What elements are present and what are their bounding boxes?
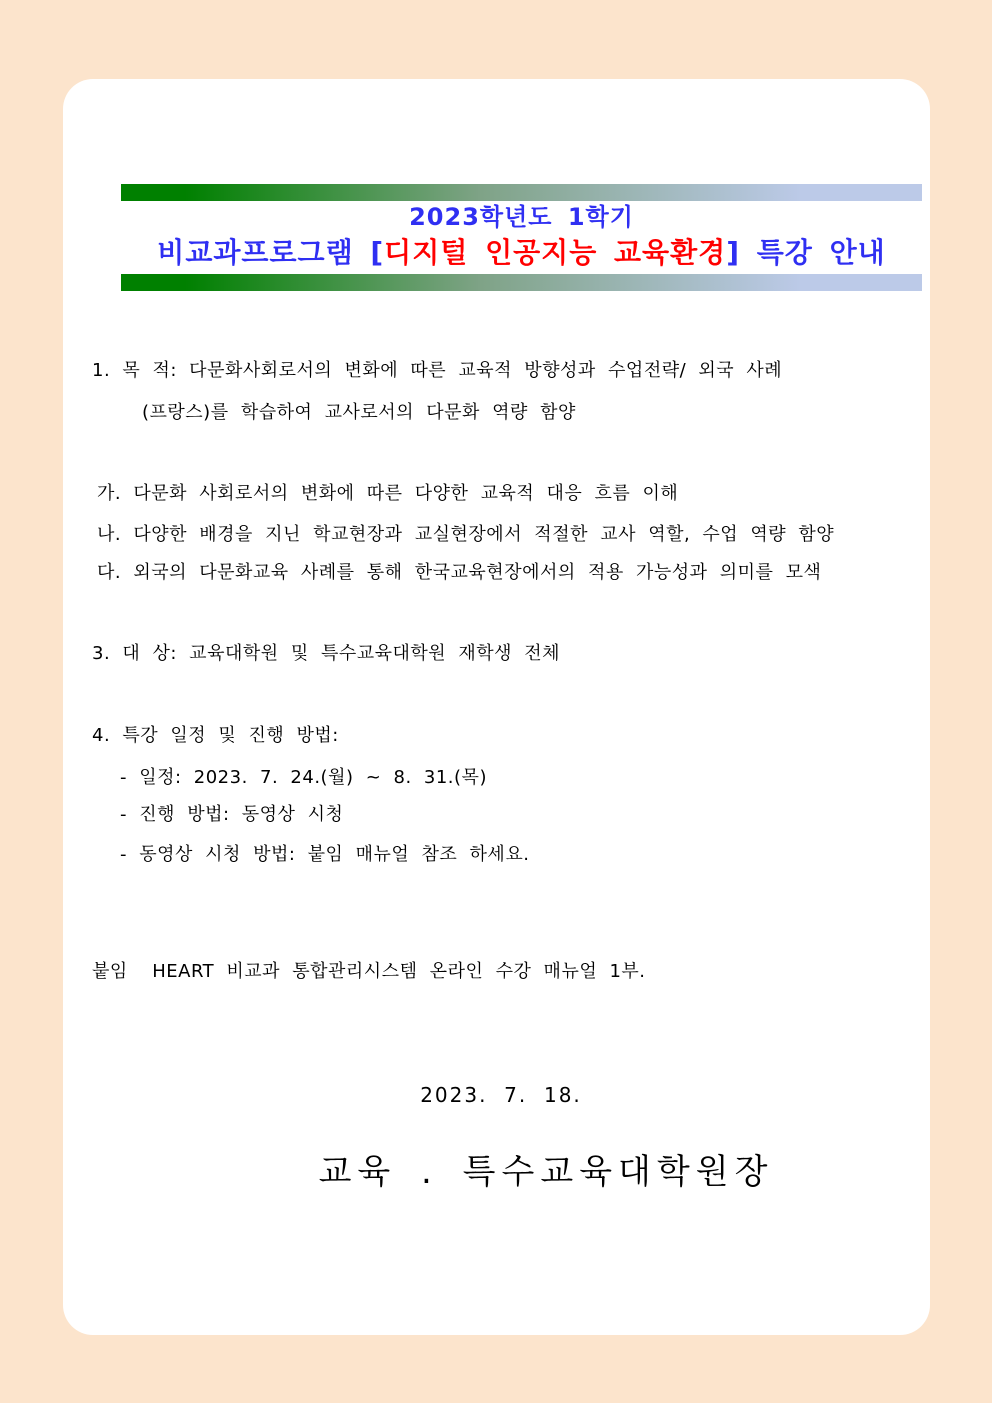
schedule-header: 4. 특강 일정 및 진행 방법: <box>92 725 339 746</box>
list-item-da: 다. 외국의 다문화교육 사례를 통해 한국교육현장에서의 적용 가능성과 의미를 모색 <box>97 562 822 583</box>
notice-title-line1: 2023학년도 1학기 <box>409 203 634 231</box>
title-line2-suffix: ] 특강 안내 <box>726 236 886 269</box>
purpose-line-1: 1. 목 적: 다문화사회로서의 변화에 따른 교육적 방향성과 수업전략/ 외국 사례 <box>92 360 783 381</box>
list-item-na: 나. 다양한 배경을 지닌 학교현장과 교실현장에서 적절한 교사 역할, 수업 역량 함양 <box>97 524 835 545</box>
schedule-viewing: - 동영상 시청 방법: 붙임 매뉴얼 참조 하세요. <box>120 844 530 865</box>
issue-date: 2023. 7. 18. <box>420 1083 582 1107</box>
title-banner <box>121 184 922 291</box>
notice-title-line2 <box>121 234 922 272</box>
schedule-method: - 진행 방법: 동영상 시청 <box>120 804 344 825</box>
notice-body <box>63 360 930 1194</box>
target-line: 3. 대 상: 교육대학원 및 특수교육대학원 재학생 전체 <box>92 643 561 664</box>
attachment-line: 붙임 HEART 비교과 통합관리시스템 온라인 수강 매뉴얼 1부. <box>92 961 646 982</box>
schedule-date: - 일정: 2023. 7. 24.(월) ~ 8. 31.(목) <box>120 767 487 788</box>
gradient-bar-bottom <box>121 274 922 291</box>
gradient-bar-top <box>121 184 922 201</box>
purpose-line-2: (프랑스)를 학습하여 교사로서의 다문화 역량 함양 <box>142 402 576 423</box>
title-line2-prefix: 비교과프로그램 [ <box>157 236 385 269</box>
notice-card <box>63 79 930 1335</box>
title-line2-highlight: 디지털 인공지능 교육환경 <box>384 236 727 269</box>
list-item-ga: 가. 다문화 사회로서의 변화에 따른 다양한 교육적 대응 흐름 이해 <box>97 483 679 504</box>
signature: 교육 . 특수교육대학원장 <box>318 1152 774 1192</box>
